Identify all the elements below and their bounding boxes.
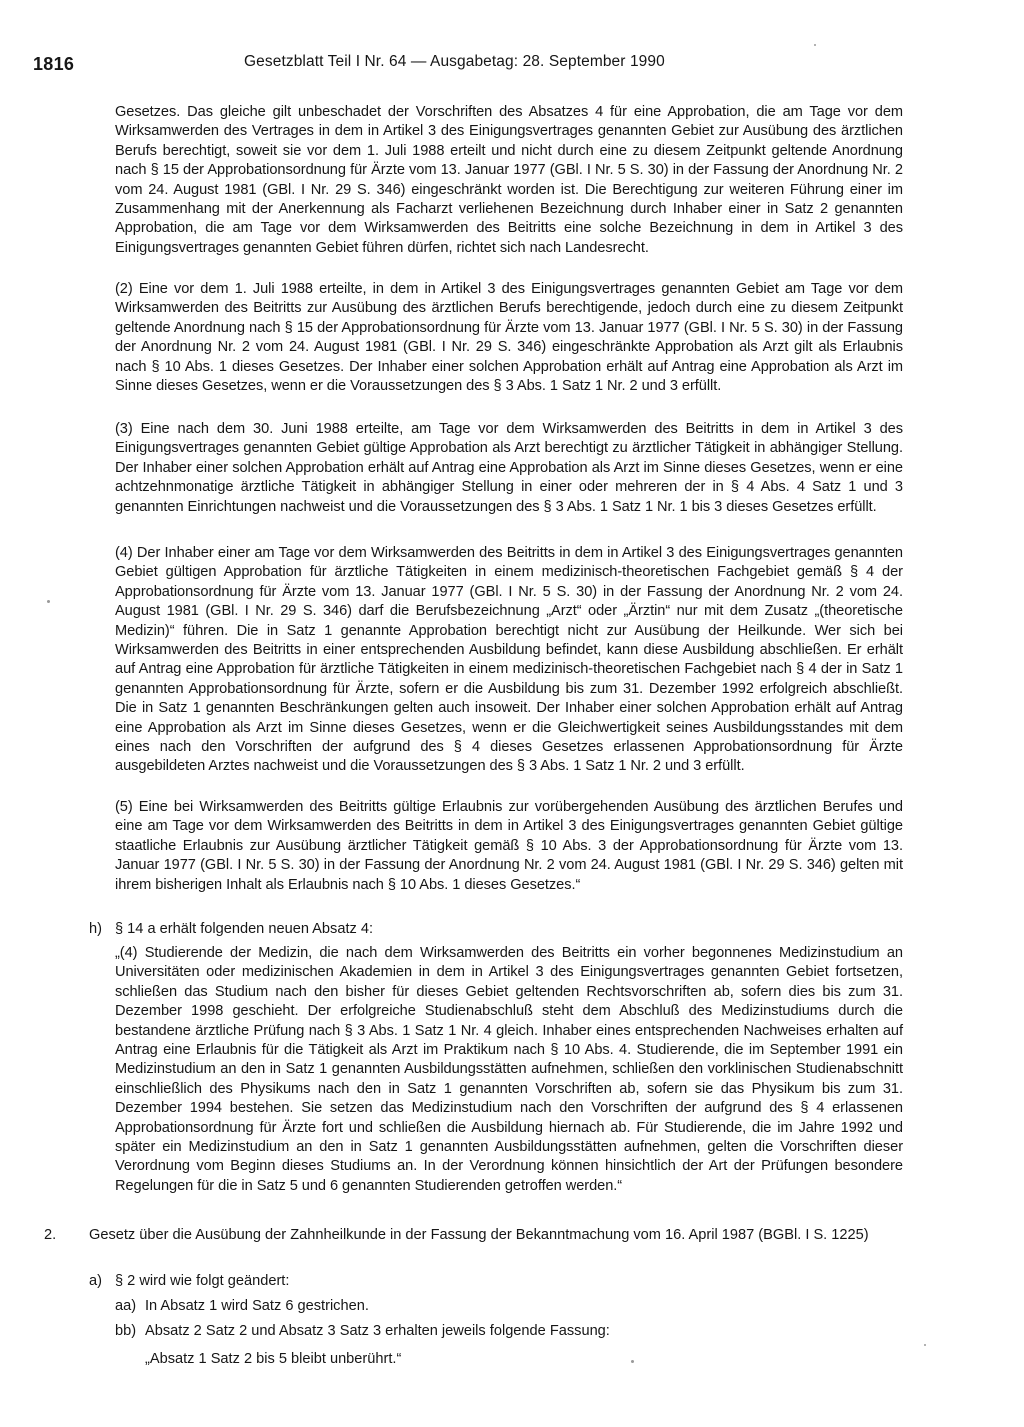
paragraph-3: (3) Eine nach dem 30. Juni 1988 erteilte, am Tage vor dem Wirksamwerden des Beitritts in dem in Artikel 3 des Einigungsvertrages genannten Gebiet gültige Approbation als Arzt berechtigt zu ärztlicher Tätigkeit in abhängiger Stellung. Der Inhaber einer solchen Approbation erhält auf Antrag eine Approbation als Arzt im Sinne dieses Gesetzes, wenn er eine achtzehnmonatige ärztliche Tätigkeit in abhängiger Stellung in einer oder mehreren der in § 4 Abs. 4 Satz 1 und 3 genannten Einrichtungen nachweist und die Voraussetzungen des § 3 Abs. 1 Satz 1 Nr. 1 bis 3 dieses Gesetzes erfüllt. — [115, 421, 903, 515]
scan-speck — [631, 1360, 634, 1363]
paragraph-5: (5) Eine bei Wirksamwerden des Beitritts gültige Erlaubnis zur vorübergehenden Ausübung des ärztlichen Berufes und eine am Tage vor dem Wirksamwerden des Beitritts in dem in Artikel 3 des Einigungsvertrages genannten Gebiet gültige staatliche Erlaubnis zur Ausübung ärztlicher Tätigkeit gemäß § 10 Abs. 3 der Approbationsordnung für Ärzte vom 13. Januar 1977 (GBl. I Nr. 5 S. 30) in der Fassung der Anordnung Nr. 2 vom 24. August 1981 (GBl. I Nr. 29 S. 346) gelten mit ihrem bisherigen Inhalt als Erlaubnis nach § 10 Abs. 1 dieses Gesetzes.“ — [115, 799, 903, 893]
page-number: 1816 — [33, 54, 75, 74]
scan-speck — [814, 44, 816, 46]
item-2a-aa-text: In Absatz 1 wird Satz 6 gestrichen. — [145, 1298, 369, 1314]
item-2-text: Gesetz über die Ausübung der Zahnheilkunde in der Fassung der Bekanntmachung vom 16. April 1987 (BGBl. I S. 1225) — [89, 1227, 869, 1243]
item-2a-quote: „Absatz 1 Satz 2 bis 5 bleibt unberührt.“ — [145, 1351, 402, 1367]
item-2a-text: § 2 wird wie folgt geändert: — [115, 1273, 290, 1289]
item-h-marker: h) — [89, 921, 102, 937]
paragraph-continuation: Gesetzes. Das gleiche gilt unbeschadet der Vorschriften des Absatzes 4 für eine Approbation, die am Tage vor dem Wirksamwerden des Vertrages in dem in Artikel 3 des Einigungsvertrages genannten Gebiet zur Ausübung des ärztlichen Berufs berechtigt, soweit sie vor dem 1. Juli 1988 erteilt und nicht durch eine zu diesem Zeitpunkt geltende Anordnung nach § 15 der Approbationsordnung für Ärzte vom 13. Januar 1977 (GBl. I Nr. 5 S. 30) in der Fassung der Anordnung Nr. 2 vom 24. August 1981 (GBl. I Nr. 29 S. 346) eingeschränkt worden ist. Die Berechtigung zur weiteren Führung einer im Zusammenhang mit der Anerkennung als Facharzt verliehenen Bezeichnung durch Inhaber einer in Satz 2 genannten Approbation, die am Tage vor dem Wirksamwerden des Beitritts eine solche Bezeichnung in dem in Artikel 3 des Einigungsvertrages genannten Gebiet führen dürfen, richtet sich nach Landesrecht. — [115, 104, 903, 256]
scan-speck — [924, 1344, 926, 1346]
item-2a-aa-marker: aa) — [115, 1298, 137, 1314]
paragraph-4: (4) Der Inhaber einer am Tage vor dem Wirksamwerden des Beitritts in dem in Artikel 3 des Einigungsvertrages genannten Gebiet gültigen Approbation für ärztliche Tätigkeiten in einem medizinisch-theoretischen Fachgebiet gemäß § 4 der Approbationsordnung für Ärzte vom 13. Januar 1977 (GBl. I Nr. 5 S. 30) in der Fassung der Anordnung Nr. 2 vom 24. August 1981 (GBl. I Nr. 29 S. 346) darf die Berufsbezeichnung „Arzt“ oder „Ärztin“ nur mit dem Zusatz „(theoretische Medizin)“ führen. Die in Satz 1 genannte Approbation berechtigt nicht zur Ausübung der Heilkunde. Wer sich bei Wirksamwerden des Beitritts in einer entsprechenden Ausbildung befindet, kann diese Ausbildung abschließen. Er erhält auf Antrag eine Approbation für ärztliche Tätigkeiten in einem medizinisch-theoretischen Fachgebiet nach § 4 der in Satz 1 genannten Approbationsordnung für Ärzte, sofern er die Ausbildung bis zum 31. Dezember 1992 erfolgreich abschließt. Die in Satz 1 genannten Beschränkungen gelten auch insoweit. Der Inhaber einer solchen Approbation erhält auf Antrag eine Approbation als Arzt im Sinne dieses Gesetzes, wenn er die Gleichwertigkeit seines Ausbildungsstandes mit dem eines nach den Vorschriften der aufgrund des § 4 dieses Gesetzes erlassenen Approbationsordnung für Ärzte ausgebildeten Arztes nachweist und die Voraussetzungen des § 3 Abs. 1 Satz 1 Nr. 2 und 3 erfüllt. — [115, 545, 903, 775]
paragraph-2: (2) Eine vor dem 1. Juli 1988 erteilte, in dem in Artikel 3 des Einigungsvertrages genannten Gebiet am Tage vor dem Wirksamwerden des Beitritts zur Ausübung des ärztlichen Berufs berechtigende, jedoch durch eine zu diesem Zeitpunkt geltende Anordnung nach § 15 der Approbationsordnung für Ärzte vom 13. Januar 1977 (GBl. I Nr. 5 S. 30) in der Fassung der Anordnung Nr. 2 vom 24. August 1981 (GBl. I Nr. 29 S. 346) eingeschränkte Approbation als Arzt gilt als Erlaubnis nach § 10 Abs. 1 dieses Gesetzes. Der Inhaber einer solchen Approbation erhält auf Antrag eine Approbation als Arzt im Sinne dieses Gesetzes, wenn er die Voraussetzungen des § 3 Abs. 1 Satz 1 Nr. 2 und 3 erfüllt. — [115, 281, 903, 395]
item-h-text: § 14 a erhält folgenden neuen Absatz 4: — [115, 921, 374, 937]
scan-speck — [47, 600, 50, 603]
item-2-marker: 2. — [44, 1227, 57, 1243]
item-h-quote: „(4) Studierende der Medizin, die nach dem Wirksamwerden des Beitritts ein vorher begonnenes Medizinstudium an Universitäten oder medizinischen Akademien in dem in Artikel 3 des Einigungsvertrages genannten Gebiet fortsetzen, schließen das Studium nach den bisher für dieses Gebiet geltenden Rechtsvorschriften ab, sofern dies bis zum 31. Dezember 1998 geschieht. Der erfolgreiche Studienabschluß steht dem Abschluß des Medizinstudiums durch die bestandene ärztliche Prüfung nach § 3 Abs. 1 Satz 1 Nr. 4 gleich. Inhaber eines entsprechenden Nachweises erhalten auf Antrag eine Erlaubnis für die Tätigkeit als Arzt im Praktikum nach § 10 Abs. 4. Studierende, die im September 1991 ein Medizinstudium an den in Satz 1 genannten Ausbildungsstätten aufnehmen, schließen den vorklinischen Studienabschnitt einschließlich des Physikums nach den in Satz 1 genannten Vorschriften ab, sofern sie das Physikum bis zum 31. Dezember 1994 bestehen. Sie setzen das Medizinstudium nach den Vorschriften der aufgrund des § 4 erlassenen Approbationsordnung für Ärzte fort und schließen die Ausbildung hiernach ab. Für Studierende, die im Jahre 1992 und später ein Medizinstudium an den in Satz 1 genannten Ausbildungsstätten aufnehmen, gelten die Vorschriften dieser Verordnung vom Beginn dieses Studiums an. In der Verordnung können hinsichtlich der Art der Prüfungen besondere Regelungen für die in Satz 5 und 6 genannten Studierenden getroffen werden.“ — [115, 945, 903, 1194]
item-2a-marker: a) — [89, 1273, 102, 1289]
running-title: Gesetzblatt Teil I Nr. 64 — Ausgabetag: 28. September 1990 — [244, 53, 665, 70]
page-header — [33, 52, 993, 78]
item-2a-bb-text: Absatz 2 Satz 2 und Absatz 3 Satz 3 erhalten jeweils folgende Fassung: — [145, 1323, 610, 1339]
item-2a-bb-marker: bb) — [115, 1323, 137, 1339]
